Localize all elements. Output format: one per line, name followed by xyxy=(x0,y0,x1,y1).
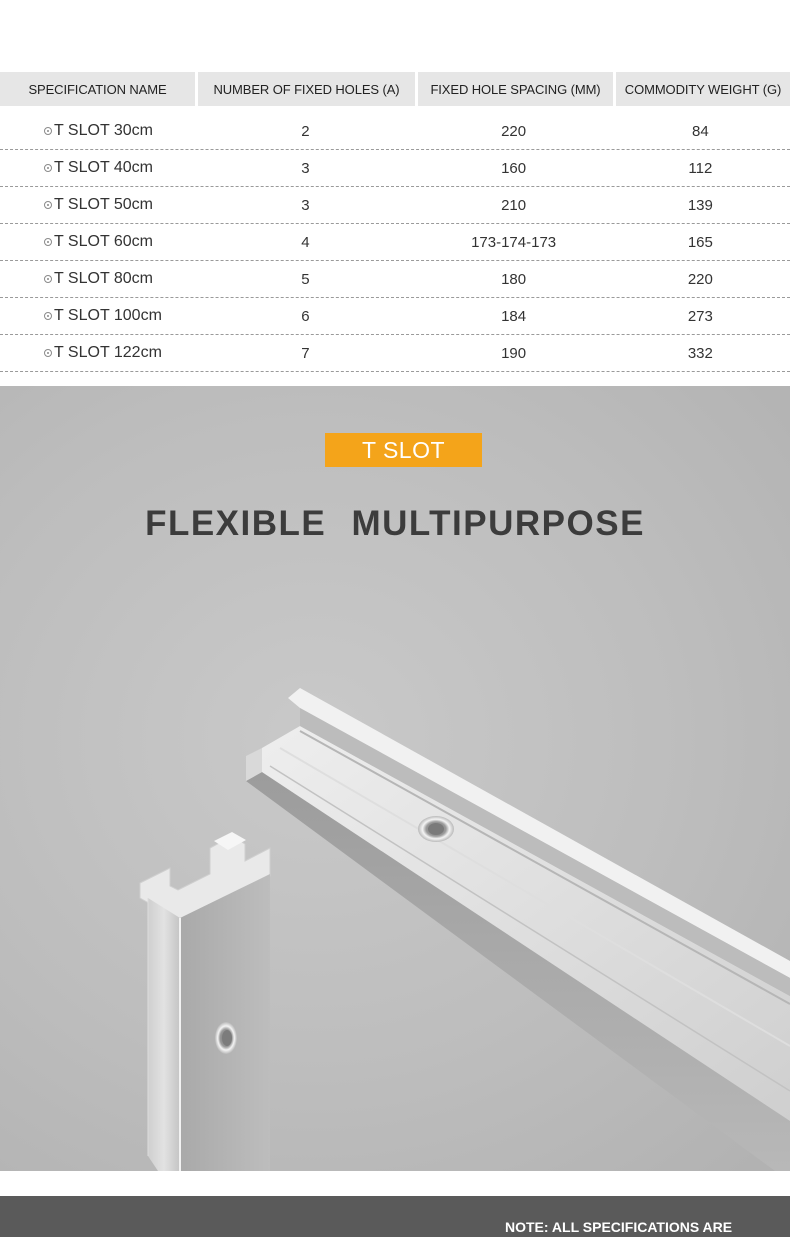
note-text: NOTE: ALL SPECIFICATIONS ARE xyxy=(505,1219,733,1235)
spec-name: T SLOT 100cm xyxy=(54,307,162,324)
table-row xyxy=(0,261,790,298)
spacing-cell: 220 xyxy=(501,122,527,140)
weight-cell: 112 xyxy=(688,159,713,177)
rail-vertical xyxy=(140,832,270,1171)
spec-name: T SLOT 60cm xyxy=(54,233,153,250)
header-commodity-weight: COMMODITY WEIGHT (G) xyxy=(616,72,790,106)
ring-bullet-icon xyxy=(44,275,52,283)
holes-cell: 3 xyxy=(301,159,310,177)
product-hero xyxy=(0,386,790,1171)
holes-cell: 5 xyxy=(301,270,310,288)
holes-cell: 7 xyxy=(301,344,310,362)
weight-cell: 273 xyxy=(687,307,713,325)
spec-name-cell xyxy=(0,307,194,325)
table-row xyxy=(0,113,790,150)
spec-name-cell xyxy=(0,270,194,288)
table-row xyxy=(0,298,790,335)
holes-cell: 2 xyxy=(301,122,310,140)
holes-cell: 3 xyxy=(301,196,310,214)
spec-name-cell xyxy=(0,122,194,140)
spec-table-header xyxy=(0,72,790,106)
spacing-cell: 190 xyxy=(501,344,527,362)
spec-table-body xyxy=(0,113,790,372)
spacing-cell: 180 xyxy=(501,270,527,288)
spacing-cell: 210 xyxy=(501,196,527,214)
table-row xyxy=(0,335,790,372)
weight-cell: 84 xyxy=(692,122,709,140)
spacing-cell: 184 xyxy=(501,307,527,325)
holes-cell: 6 xyxy=(301,307,310,325)
spec-name: T SLOT 122cm xyxy=(54,344,162,361)
table-row xyxy=(0,187,790,224)
ring-bullet-icon xyxy=(44,201,52,209)
ring-bullet-icon xyxy=(44,312,52,320)
table-row xyxy=(0,224,790,261)
spec-name: T SLOT 80cm xyxy=(54,270,153,287)
spec-name: T SLOT 50cm xyxy=(54,196,153,213)
spec-name-cell xyxy=(0,159,194,177)
section-divider xyxy=(0,1171,790,1196)
spec-name-cell xyxy=(0,196,194,214)
ring-bullet-icon xyxy=(44,238,52,246)
ring-bullet-icon xyxy=(44,349,52,357)
header-number-of-fixed-holes: NUMBER OF FIXED HOLES (A) xyxy=(198,72,415,106)
spacing-cell: 160 xyxy=(501,159,527,177)
rail-diagonal xyxy=(246,688,790,1171)
spec-name-cell xyxy=(0,233,194,251)
note-bar xyxy=(0,1196,790,1237)
spec-table xyxy=(0,72,790,372)
holes-cell: 4 xyxy=(301,233,310,251)
weight-cell: 332 xyxy=(687,344,713,362)
header-fixed-hole-spacing: FIXED HOLE SPACING (MM) xyxy=(418,72,613,106)
spacing-cell: 173-174-173 xyxy=(471,233,557,251)
spec-name-cell xyxy=(0,344,194,362)
header-specification-name: SPECIFICATION NAME xyxy=(0,72,195,106)
weight-cell: 220 xyxy=(687,270,713,288)
spec-name: T SLOT 40cm xyxy=(54,159,153,176)
ring-bullet-icon xyxy=(44,127,52,135)
table-row xyxy=(0,150,790,187)
spec-name: T SLOT 30cm xyxy=(54,122,153,139)
weight-cell: 165 xyxy=(687,233,713,251)
ring-bullet-icon xyxy=(44,164,52,172)
hero-headline: FLEXIBLE MULTIPURPOSE xyxy=(145,504,645,543)
weight-cell: 139 xyxy=(687,196,713,214)
t-slot-badge: T SLOT xyxy=(325,433,482,467)
